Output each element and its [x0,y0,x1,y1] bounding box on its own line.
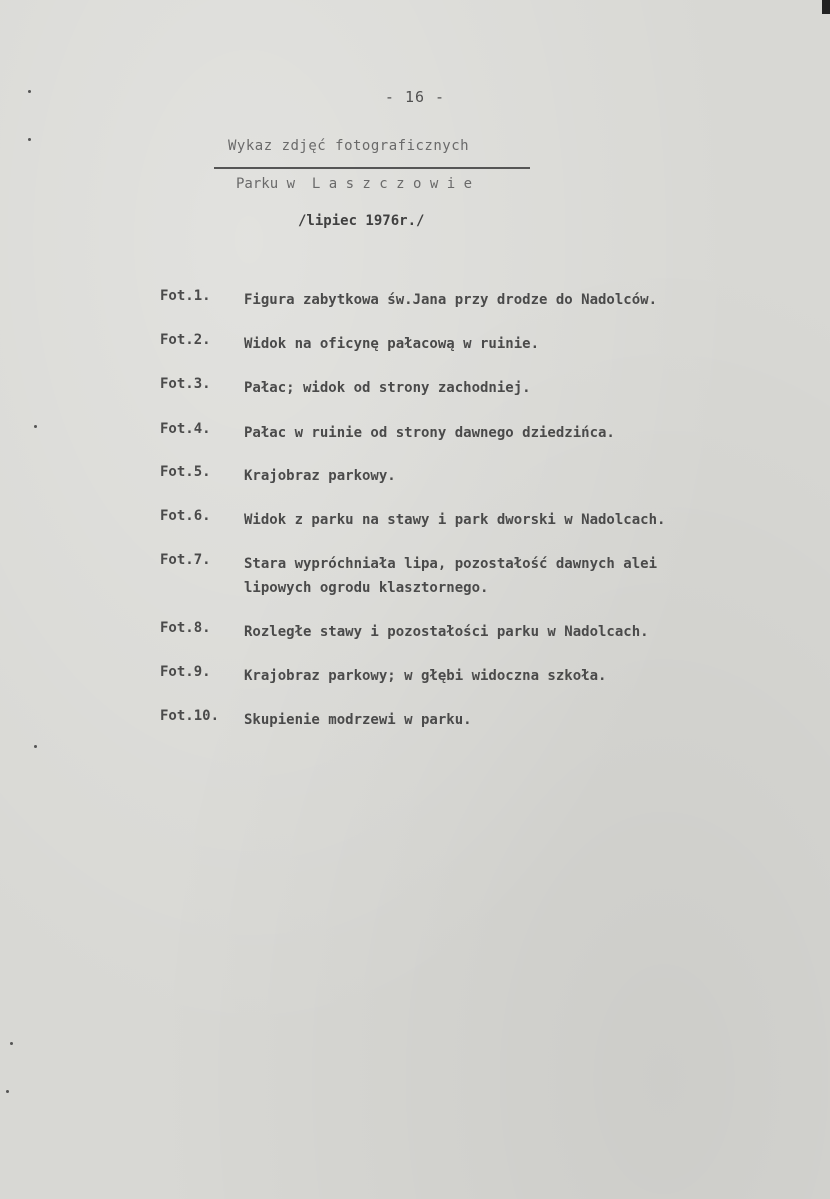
scan-edge-corner [822,0,830,14]
item-label: Fot.7. [160,552,211,568]
item-label: Fot.1. [160,288,211,304]
title-date: /lipiec 1976r./ [298,213,425,229]
title-underline [214,167,530,169]
item-text: Krajobraz parkowy; w głębi widoczna szkoła. [244,668,607,684]
margin-mark [10,1042,13,1045]
title-line-1: Wykaz zdjęć fotograficznych [228,138,470,154]
item-label: Fot.3. [160,376,211,392]
item-text: Stara wypróchniała lipa, pozostałość dawnych alei [244,556,658,572]
item-label: Fot.5. [160,464,211,480]
item-label: Fot.6. [160,508,211,524]
item-text: Skupienie modrzewi w parku. [244,712,472,728]
item-text: Figura zabytkowa św.Jana przy drodze do Nadolców. [244,292,658,308]
margin-mark [28,138,31,141]
item-text: Widok z parku na stawy i park dworski w Nadolcach. [244,512,666,528]
item-text: Widok na oficynę pałacową w ruinie. [244,336,540,352]
item-label: Fot.8. [160,620,211,636]
margin-mark [6,1090,9,1093]
item-text: Krajobraz parkowy. [244,468,396,484]
page-number: - 16 - [384,88,446,106]
item-label: Fot.4. [160,421,211,437]
title-line-2: Parku w L a s z c z o w i e [236,176,473,192]
item-text: Pałac; widok od strony zachodniej. [244,380,531,396]
item-label: Fot.2. [160,332,211,348]
margin-mark [34,425,37,428]
item-text-continuation: lipowych ogrodu klasztornego. [244,580,489,596]
margin-mark [34,745,37,748]
item-label: Fot.10. [160,708,220,724]
item-text: Rozległe stawy i pozostałości parku w Nadolcach. [244,624,649,640]
item-label: Fot.9. [160,664,211,680]
item-text: Pałac w ruinie od strony dawnego dziedzińca. [244,425,615,441]
